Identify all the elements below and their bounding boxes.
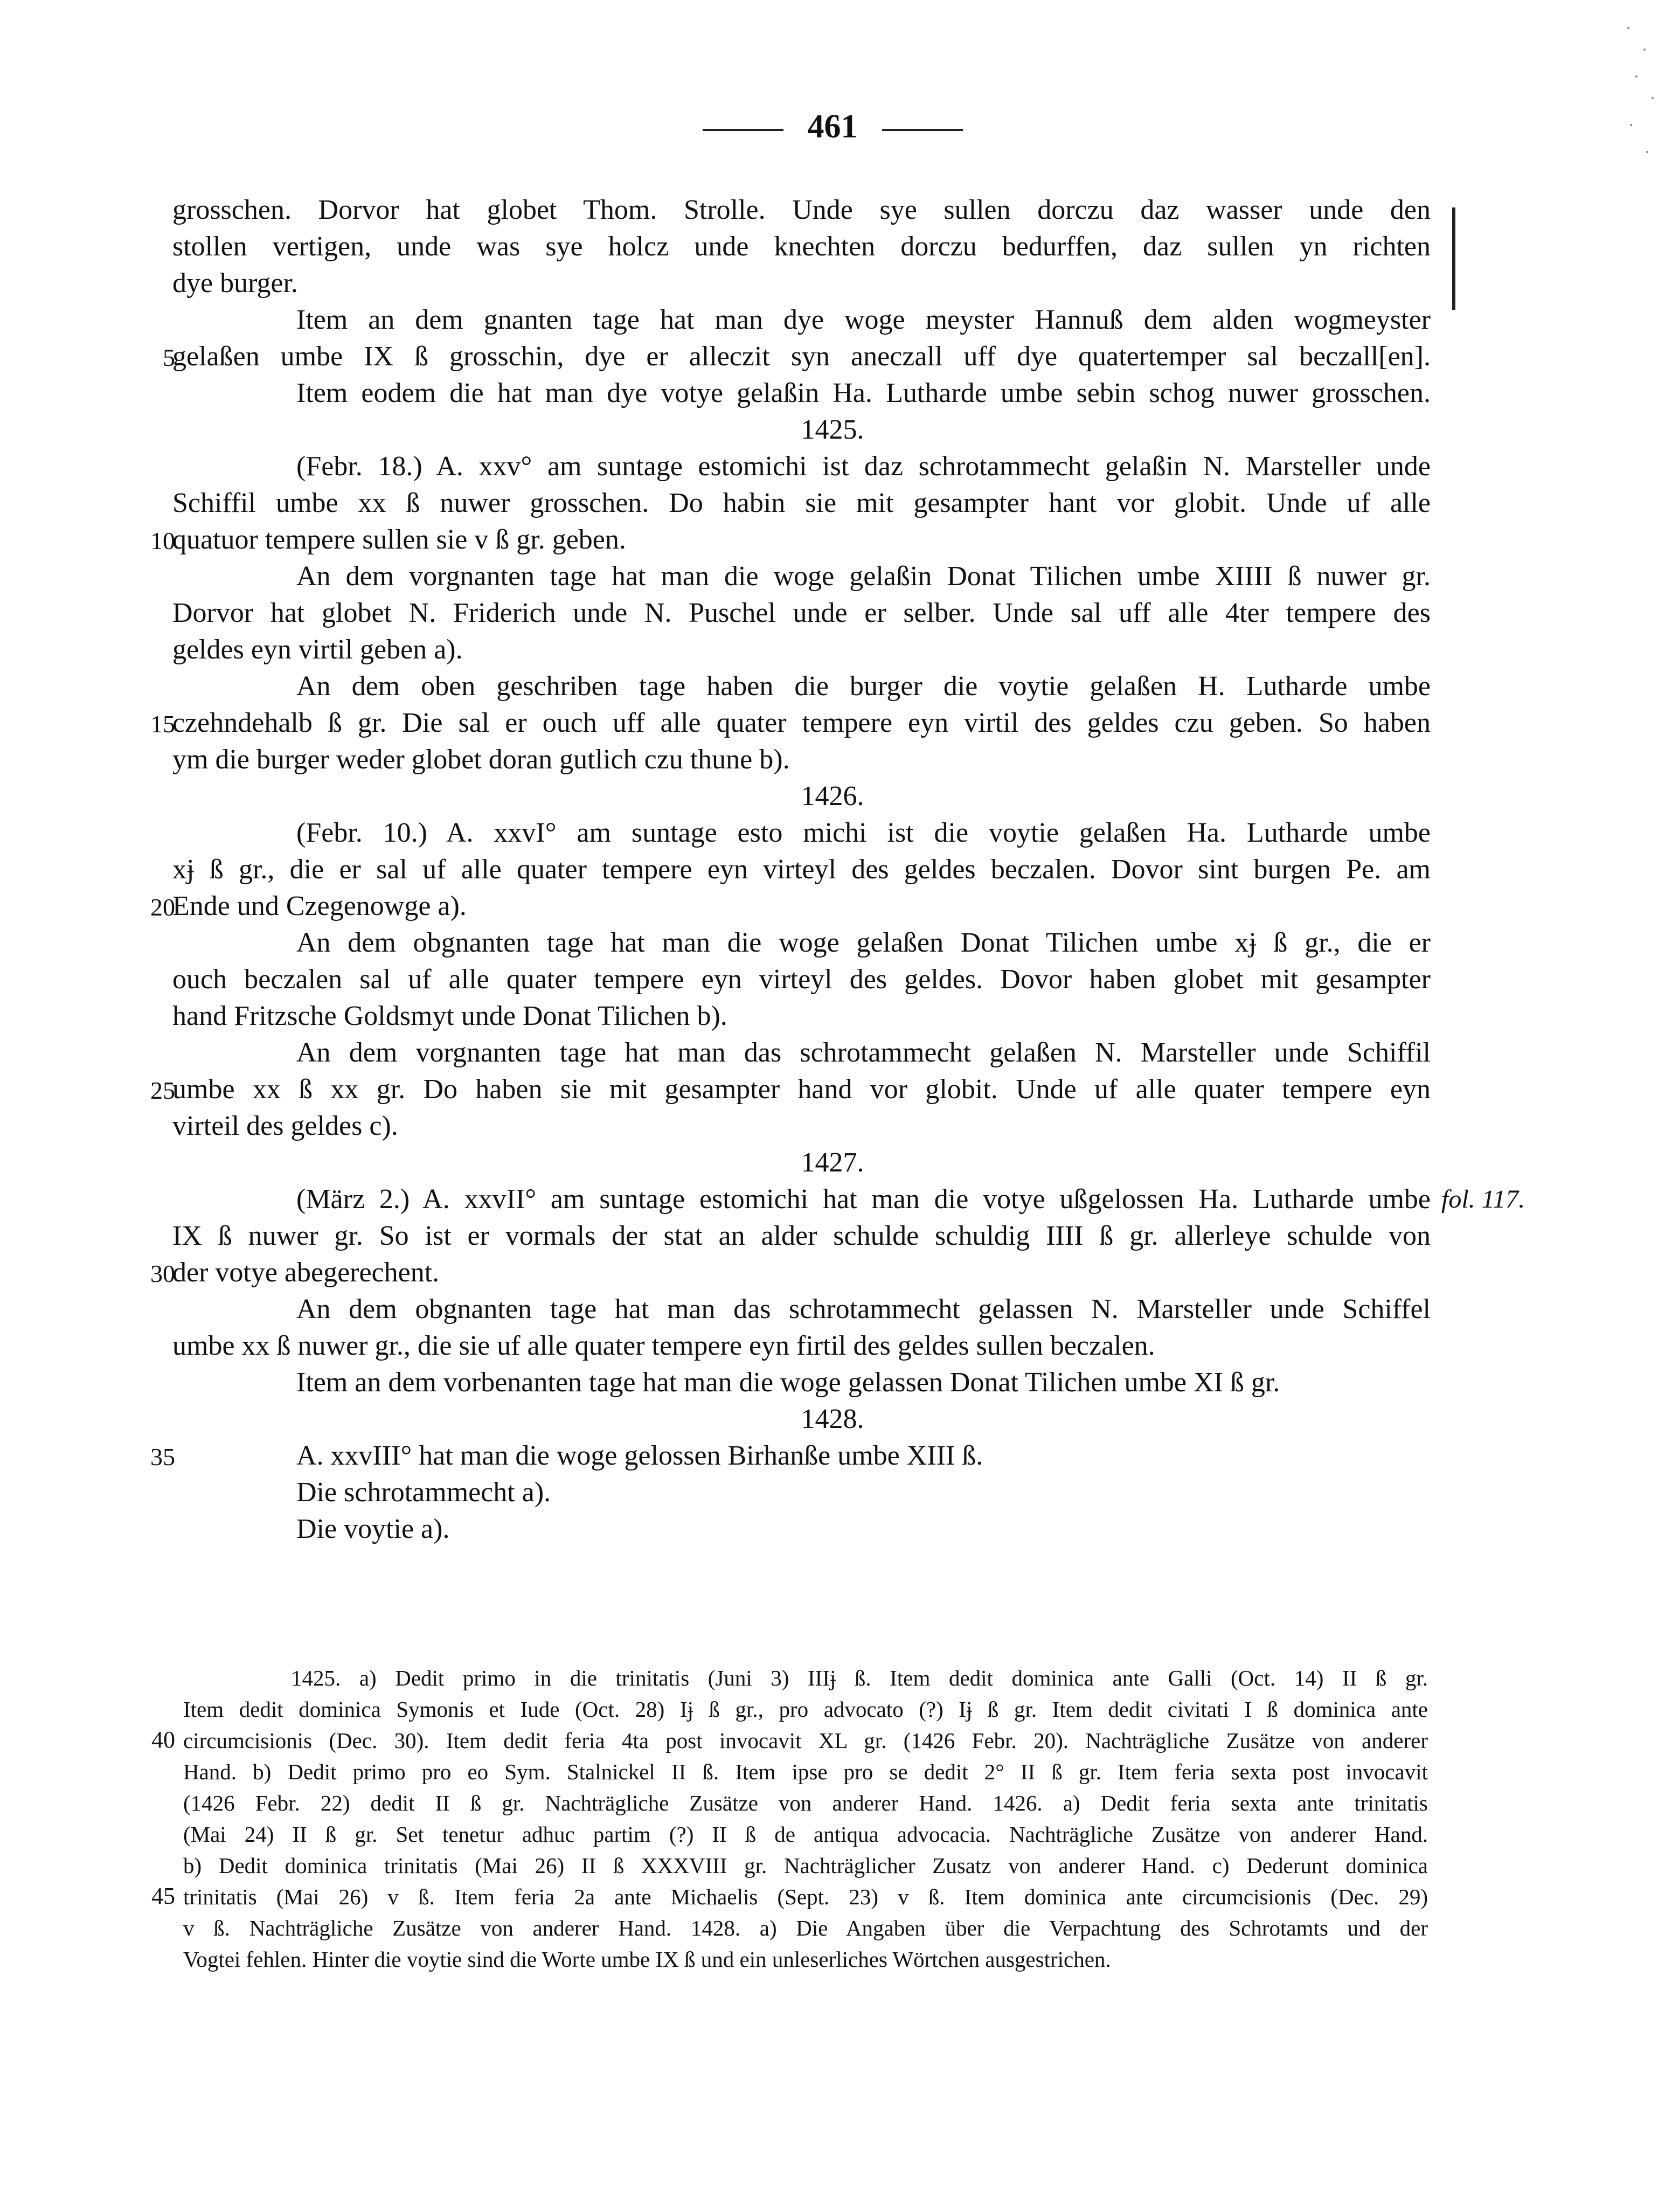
text-line: dye burger.: [172, 268, 298, 299]
text-line: czehndehalb ß gr. Die sal er ouch uff alle quater tempere eyn virtil des geldes czu geben. So haben: [172, 708, 1431, 738]
margin-bar: [1452, 207, 1455, 310]
year-heading: 1425.: [801, 414, 864, 445]
page-header: [0, 108, 1665, 146]
text-line: umbe xx ß nuwer gr., die sie uf alle quater tempere eyn firtil des geldes sullen beczalen.: [172, 1330, 1155, 1361]
edge-specks: [1622, 16, 1660, 178]
year-heading: 1426.: [801, 781, 864, 812]
text-line: quatuor tempere sullen sie v ß gr. geben.: [172, 524, 626, 555]
text-line: Dorvor hat globet N. Friderich unde N. Puschel unde er selber. Unde sal uff alle 4ter tempere des: [172, 598, 1431, 628]
footnote-line: Hand. b) Dedit primo pro eo Sym. Stalnickel II ß. Item ipse pro se dedit 2° II ß gr. Item feria sexta post invocavit: [183, 1759, 1428, 1784]
text-line: IX ß nuwer gr. So ist er vormals der stat an alder schulde schuldig IIII ß gr. allerleye schulde von: [172, 1221, 1431, 1251]
margin-note: fol. 117.: [1441, 1185, 1525, 1214]
footnote-line: trinitatis (Mai 26) v ß. Item feria 2a ante Michaelis (Sept. 23) v ß. Item dominica ante circumcisionis (Dec. 29): [183, 1884, 1428, 1909]
footnote-line: v ß. Nachträgliche Zusätze von anderer Hand. 1428. a) Die Angaben über die Verpachtung des Schrotamts und der: [183, 1916, 1428, 1940]
text-line: hand Fritzsche Goldsmyt unde Donat Tilichen b).: [172, 1001, 727, 1031]
line-number: 10: [150, 527, 175, 554]
text-line: grosschen. Dorvor hat globet Thom. Strolle. Unde sye sullen dorczu daz wasser unde den: [172, 195, 1431, 225]
text-line: An dem vorgnanten tage hat man die woge gelaßin Donat Tilichen umbe XIIII ß nuwer gr.: [296, 561, 1431, 592]
text-line: Item an dem gnanten tage hat man dye woge meyster Hannuß dem alden wogmeyster: [296, 304, 1431, 335]
footnote-line: Item dedit dominica Symonis et Iude (Oct. 28) Iɉ ß gr., pro advocato (?) Iɉ ß gr. Item dedit civitati I ß dominica ante: [183, 1697, 1428, 1722]
text-line: ouch beczalen sal uf alle quater tempere eyn virteyl des geldes. Dovor haben globet mit gesampter: [172, 964, 1431, 995]
text-line: Item an dem vorbenanten tage hat man die woge gelassen Donat Tilichen umbe XI ß gr.: [296, 1367, 1280, 1398]
line-number: 20: [150, 893, 175, 921]
text-line: gelaßen umbe IX ß grosschin, dye er alleczit syn aneczall uff dye quatertemper sal beczall[en].: [172, 341, 1431, 372]
line-number: 40: [151, 1726, 175, 1753]
text-line: (März 2.) A. xxvII° am suntage estomichi hat man die votye ußgelossen Ha. Lutharde umbe: [296, 1184, 1431, 1215]
text-line: geldes eyn virtil geben a).: [172, 634, 463, 665]
text-line: Die voytie a).: [296, 1514, 450, 1544]
footnote-line: b) Dedit dominica trinitatis (Mai 26) II ß XXXVIII gr. Nachträglicher Zusatz von anderer Hand. c) Dederunt dominica: [183, 1853, 1428, 1878]
text-line: An dem vorgnanten tage hat man das schrotammecht gelaßen N. Marsteller unde Schiffil: [296, 1037, 1431, 1068]
line-number: 5: [163, 344, 175, 371]
text-line: An dem obgnanten tage hat man das schrotammecht gelassen N. Marsteller unde Schiffel: [296, 1294, 1431, 1325]
year-heading: 1428.: [801, 1404, 864, 1434]
text-line: Ende und Czegenowge a).: [172, 891, 467, 921]
text-line: virteil des geldes c).: [172, 1111, 398, 1141]
text-line: ym die burger weder globet doran gutlich czu thune b).: [172, 744, 790, 775]
footnote-line: (Mai 24) II ß gr. Set tenetur adhuc partim (?) II ß de antiqua advocacia. Nachträgliche Zusätze von anderer Hand.: [183, 1822, 1428, 1847]
text-line: An dem obgnanten tage hat man die woge gelaßen Donat Tilichen umbe xɉ ß gr., die er: [296, 927, 1431, 958]
year-heading: 1427.: [801, 1147, 864, 1178]
text-line: Item eodem die hat man dye votye gelaßin Ha. Lutharde umbe sebin schog nuwer grosschen.: [296, 378, 1431, 408]
line-number: 45: [151, 1883, 175, 1909]
header-rule-right: [882, 129, 963, 131]
text-line: A. xxvIII° hat man die woge gelossen Birhanße umbe XIII ß.: [296, 1440, 983, 1471]
header-rule-left: [703, 129, 783, 131]
text-line: stollen vertigen, unde was sye holcz unde knechten dorczu bedurffen, daz sullen yn richten: [172, 231, 1431, 262]
text-line: Die schrotammecht a).: [296, 1477, 551, 1508]
footnote-line: (1426 Febr. 22) dedit II ß gr. Nachträgliche Zusätze von anderer Hand. 1426. a) Dedit feria sexta ante trinitatis: [183, 1791, 1428, 1815]
text-line: An dem oben geschriben tage haben die burger die voytie gelaßen H. Lutharde umbe: [296, 671, 1431, 702]
text-line: umbe xx ß xx gr. Do haben sie mit gesampter hand vor globit. Unde uf alle quater tempere eyn: [172, 1074, 1431, 1105]
line-number: 15: [150, 710, 175, 738]
text-line: (Febr. 18.) A. xxv° am suntage estomichi ist daz schrotammecht gelaßin N. Marsteller unde: [296, 451, 1431, 482]
text-line: Schiffil umbe xx ß nuwer grosschen. Do habin sie mit gesampter hant vor globit. Unde uf alle: [172, 488, 1431, 518]
page-number: 461: [807, 108, 858, 145]
text-line: der votye abegerechent.: [172, 1257, 440, 1288]
text-line: xɉ ß gr., die er sal uf alle quater tempere eyn virteyl des geldes beczalen. Dovor sint burgen Pe. am: [172, 854, 1431, 885]
text-line: (Febr. 10.) A. xxvI° am suntage esto michi ist die voytie gelaßen Ha. Lutharde umbe: [296, 817, 1431, 848]
footnote-line: 1425. a) Dedit primo in die trinitatis (Juni 3) IIIɉ ß. Item dedit dominica ante Galli (Oct. 14) II ß gr.: [291, 1666, 1428, 1690]
line-number: 30: [150, 1260, 175, 1287]
footnote-line: circumcisionis (Dec. 30). Item dedit feria 4ta post invocavit XL gr. (1426 Febr. 20). Nachträgliche Zusätze von anderer: [183, 1728, 1428, 1753]
line-number: 35: [150, 1443, 175, 1471]
footnote-line: Vogtei fehlen. Hinter die voytie sind die Worte umbe IX ß und ein unleserliches Wörtchen ausgestrichen.: [183, 1947, 1111, 1972]
line-number: 25: [150, 1077, 175, 1104]
